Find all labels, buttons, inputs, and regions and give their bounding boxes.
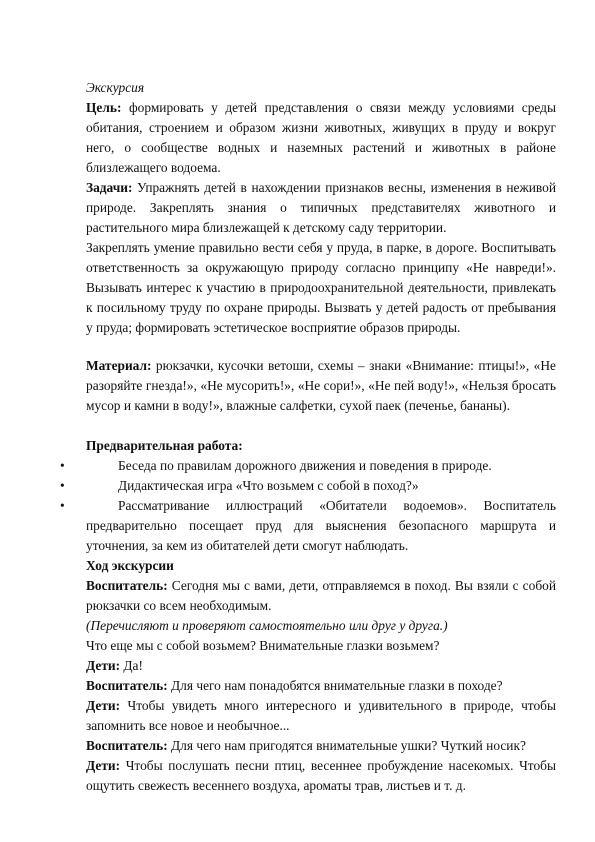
speaker-label: Дети: <box>86 698 121 713</box>
prep-heading: Предварительная работа: <box>86 438 243 453</box>
material-label: Материал: <box>86 358 152 373</box>
dialog-line <box>86 636 556 656</box>
course-heading: Ход экскурсии <box>86 558 174 573</box>
dialog-line <box>86 756 556 796</box>
goal-label: Цель: <box>86 100 122 115</box>
material-paragraph <box>86 356 556 416</box>
dialog-text: Чтобы послушать песни птиц, весеннее пробуждение насекомых. Чтобы ощутить свежесть весеннего воздуха, ароматы трав, листьев и т. д. <box>86 758 556 793</box>
dialog-text: Для чего нам пригодятся внимательные ушки? Чуткий носик? <box>167 738 526 753</box>
excursion-label: Экскурсия <box>86 80 145 95</box>
dialog-text: (Перечисляют и проверяют самостоятельно или друг у друга.) <box>86 618 448 633</box>
dialog-line <box>86 696 556 736</box>
goal-text: формировать у детей представления о связи между условиями среды обитания, строением и образом жизни животных, живущих в пруду и вокруг него, о сообществе водных и наземных растений и животных в районе близлежащего водоема. <box>86 100 556 175</box>
bullet-cont-text: предварительно посещает пруд для выяснения безопасного маршрута и уточнения, за кем из обитателей дети смогут наблюдать. <box>86 518 556 553</box>
dialog-line <box>86 676 556 696</box>
speaker-label: Воспитатель: <box>86 578 168 593</box>
bullet-marker: • <box>60 498 65 513</box>
dialog-line <box>86 616 556 636</box>
dialog-text: Чтобы увидеть много интересного и удивительного в природе, чтобы запомнить все новое и необычное... <box>86 698 556 733</box>
speaker-label: Воспитатель: <box>86 678 168 693</box>
course-heading-block <box>86 556 556 576</box>
dialog-text: Что еще мы с собой возьмем? Внимательные глазки возьмем? <box>86 638 440 653</box>
dialog-line <box>86 736 556 756</box>
bullet-item <box>60 496 556 516</box>
dialog-text: Сегодня мы с вами, дети, отправляемся в поход. Вы взяли с собой рюкзачки со всем необходимым. <box>86 578 556 613</box>
bullet-item <box>60 456 556 476</box>
tasks-text-2: Закреплять умение правильно вести себя у пруда, в парке, в дороге. Воспитывать ответственность за окружающую природу согласно принципу «Не навреди!». Вызывать интерес к участию в природоохранительной деятельности, привлекать к посильному труду по охране природы. Вызвать у детей радость от пребывания у пруда; формировать эстетическое восприятие образов природы. <box>86 240 556 335</box>
material-text: рюкзачки, кусочки ветоши, схемы – знаки «Внимание: птицы!», «Не разоряйте гнезда!», «Не мусорить!», «Не сори!», «Не пей воду!», «Нельзя бросать мусор и камни в воду!», влажные салфетки, сухой паек (печенье, бананы). <box>86 358 556 413</box>
dialog-line <box>86 656 556 676</box>
tasks-label: Задачи: <box>86 180 133 195</box>
dialog-text: Да! <box>120 658 143 673</box>
goal-paragraph <box>86 98 556 178</box>
dialog-section <box>86 576 556 796</box>
speaker-label: Дети: <box>86 658 121 673</box>
bullet-text: Рассматривание иллюстраций «Обитатели водоемов». Воспитатель <box>118 498 556 513</box>
prep-heading-block <box>86 436 556 456</box>
tasks-text: Упражнять детей в нахождении признаков весны, изменения в неживой природе. Закреплять знания о типичных представителях животного и растительного мира близлежащей к детскому саду территории. <box>86 180 556 235</box>
bullet-text: Беседа по правилам дорожного движения и поведения в природе. <box>118 458 492 473</box>
excursion-label-block <box>86 78 556 98</box>
dialog-line <box>86 576 556 616</box>
bullet-text: Дидактическая игра «Что возьмем с собой в поход?» <box>118 478 419 493</box>
speaker-label: Дети: <box>86 758 121 773</box>
dialog-text: Для чего нам понадобятся внимательные глазки в походе? <box>167 678 503 693</box>
bullet-marker: • <box>60 478 65 493</box>
bullet-marker: • <box>60 458 65 473</box>
bullet-continuation <box>86 516 556 556</box>
bullet-item <box>60 476 556 496</box>
speaker-label: Воспитатель: <box>86 738 168 753</box>
tasks-paragraph <box>86 178 556 338</box>
